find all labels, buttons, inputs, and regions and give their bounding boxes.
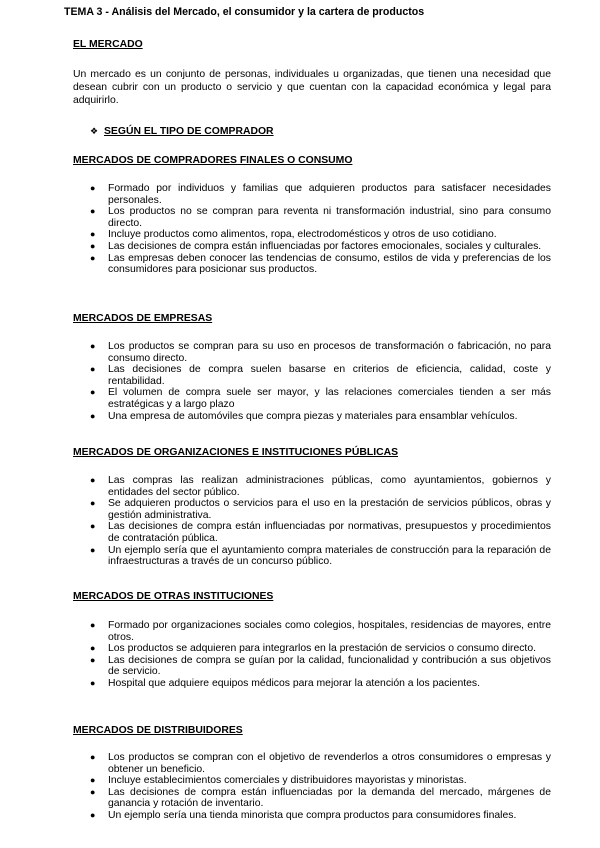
list-item [90,364,551,387]
bullet-icon: ● [90,410,96,421]
bullet-icon: ● [90,544,96,555]
list-item-text: Las decisiones de compra se guían por la calidad, funcionalidad y contribución a sus objetivos de servicio. [108,654,551,678]
list-item-text: Las decisiones de compra suelen basarse en criterios de eficiencia, calidad, coste y rentabilidad. [108,364,551,387]
list-item-text: Incluye productos como alimentos, ropa, electrodomésticos y otros de uso cotidiano. [108,229,497,241]
list-item-text: Los productos se compran con el objetivo de revenderlos a otros consumidores o empresas y obtener un beneficio. [108,752,551,775]
list-item [90,775,551,787]
bullet-icon: ● [90,229,96,240]
list-item [90,521,551,544]
bullet-icon: ● [90,475,96,485]
section-heading-otras-instituciones: MERCADOS DE OTRAS INSTITUCIONES [73,591,274,602]
bullet-list-instituciones-publicas [90,475,551,568]
subheading-tipo-comprador [90,125,274,138]
bullet-list-otras-instituciones [90,620,551,690]
list-item [90,643,551,655]
bullet-icon: ● [90,387,96,398]
list-item-text: Los productos se adquieren para integrarlos en la prestación de servicios o consumo directo. [108,643,536,655]
bullet-icon: ● [90,341,96,351]
bullet-icon: ● [90,620,96,630]
list-item-text: Las decisiones de compra están influenciadas por normativas, presupuestos y procedimientos de contratación pública. [108,521,551,544]
list-item-text: Un ejemplo sería que el ayuntamiento compra materiales de construcción para la reparación de infraestructuras a través de un concurso público. [108,544,551,568]
list-item-text: Una empresa de automóviles que compra piezas y materiales para ensamblar vehículos. [108,410,518,422]
list-item [90,678,551,690]
bullet-list-empresas [90,341,551,422]
list-item [90,411,551,423]
bullet-icon: ● [90,643,96,654]
list-item [90,253,551,276]
subheading-text: SEGÚN EL TIPO DE COMPRADOR [104,126,274,137]
bullet-icon: ● [90,521,96,532]
list-item-text: Las decisiones de compra están influenciadas por factores emocionales, sociales y culturales. [108,240,542,252]
section-heading-instituciones-publicas: MERCADOS DE ORGANIZACIONES E INSTITUCIONES PÚBLICAS [73,447,399,458]
list-item-text: Un ejemplo sería una tienda minorista que compra productos para consumidores finales. [108,809,517,821]
list-item [90,787,551,810]
section-heading-consumo: MERCADOS DE COMPRADORES FINALES O CONSUMO [73,155,353,166]
list-item-text: Las decisiones de compra están influenciadas por la demanda del mercado, márgenes de ganancia y rotación de inventario. [108,786,551,810]
section-heading-empresas: MERCADOS DE EMPRESAS [73,313,213,324]
section-heading-el-mercado: EL MERCADO [73,39,143,50]
bullet-icon: ● [90,206,96,217]
list-item [90,341,551,364]
document-title [64,6,424,19]
bullet-list-distribuidores [90,752,551,822]
list-item [90,810,551,822]
list-item [90,206,551,229]
bullet-icon: ● [90,654,96,665]
diamond-bullet-icon: ❖ [90,126,99,136]
intro-paragraph: Un mercado es un conjunto de personas, individuales u organizadas, que tienen una necesidad que desean cubrir con un producto o servicio y que cuentan con la capacidad económica y legal para adquirirlo. [73,69,551,107]
bullet-icon: ● [90,809,96,820]
bullet-icon: ● [90,498,96,509]
bullet-icon: ● [90,183,96,193]
topic-number: TEMA 3 [64,6,103,18]
list-item [90,620,551,643]
list-item-text: Las compras las realizan administraciones públicas, como ayuntamientos, gobiernos y entidades del sector público. [108,475,551,498]
list-item [90,241,551,253]
topic-title: - Análisis del Mercado, el consumidor y la cartera de productos [102,6,425,18]
list-item-text: Hospital que adquiere equipos médicos para mejorar la atención a los pacientes. [108,677,480,689]
list-item-text: Se adquieren productos o servicios para el uso en la prestación de servicios públicos, obras y gestión administrativa. [108,498,551,521]
list-item-text: Los productos se compran para su uso en procesos de transformación o fabricación, no para consumo directo. [108,341,551,364]
bullet-icon: ● [90,775,96,786]
list-item-text: Las empresas deben conocer las tendencias de consumo, estilos de vida y preferencias de los consumidores para posicionar sus productos. [108,252,551,276]
list-item-text: Formado por organizaciones sociales como colegios, hospitales, residencias de mayores, entre otros. [108,620,551,643]
list-item [90,752,551,775]
list-item-text: Los productos no se compran para reventa ni transformación industrial, sino para consumo directo. [108,206,551,229]
bullet-icon: ● [90,240,96,251]
section-heading-distribuidores: MERCADOS DE DISTRIBUIDORES [73,725,243,736]
bullet-icon: ● [90,252,96,263]
bullet-icon: ● [90,752,96,762]
list-item-text: El volumen de compra suele ser mayor, y las relaciones comerciales tienden a ser más estratégicas y a largo plazo [108,387,551,410]
list-item [90,387,551,410]
bullet-icon: ● [90,677,96,688]
bullet-icon: ● [90,786,96,797]
bullet-icon: ● [90,364,96,375]
list-item [90,655,551,678]
list-item [90,545,551,568]
list-item [90,475,551,498]
list-item [90,229,551,241]
list-item-text: Formado por individuos y familias que adquieren productos para satisfacer necesidades personales. [108,183,551,206]
list-item [90,183,551,206]
list-item-text: Incluye establecimientos comerciales y distribuidores mayoristas y minoristas. [108,775,467,787]
bullet-list-consumo [90,183,551,276]
list-item [90,498,551,521]
